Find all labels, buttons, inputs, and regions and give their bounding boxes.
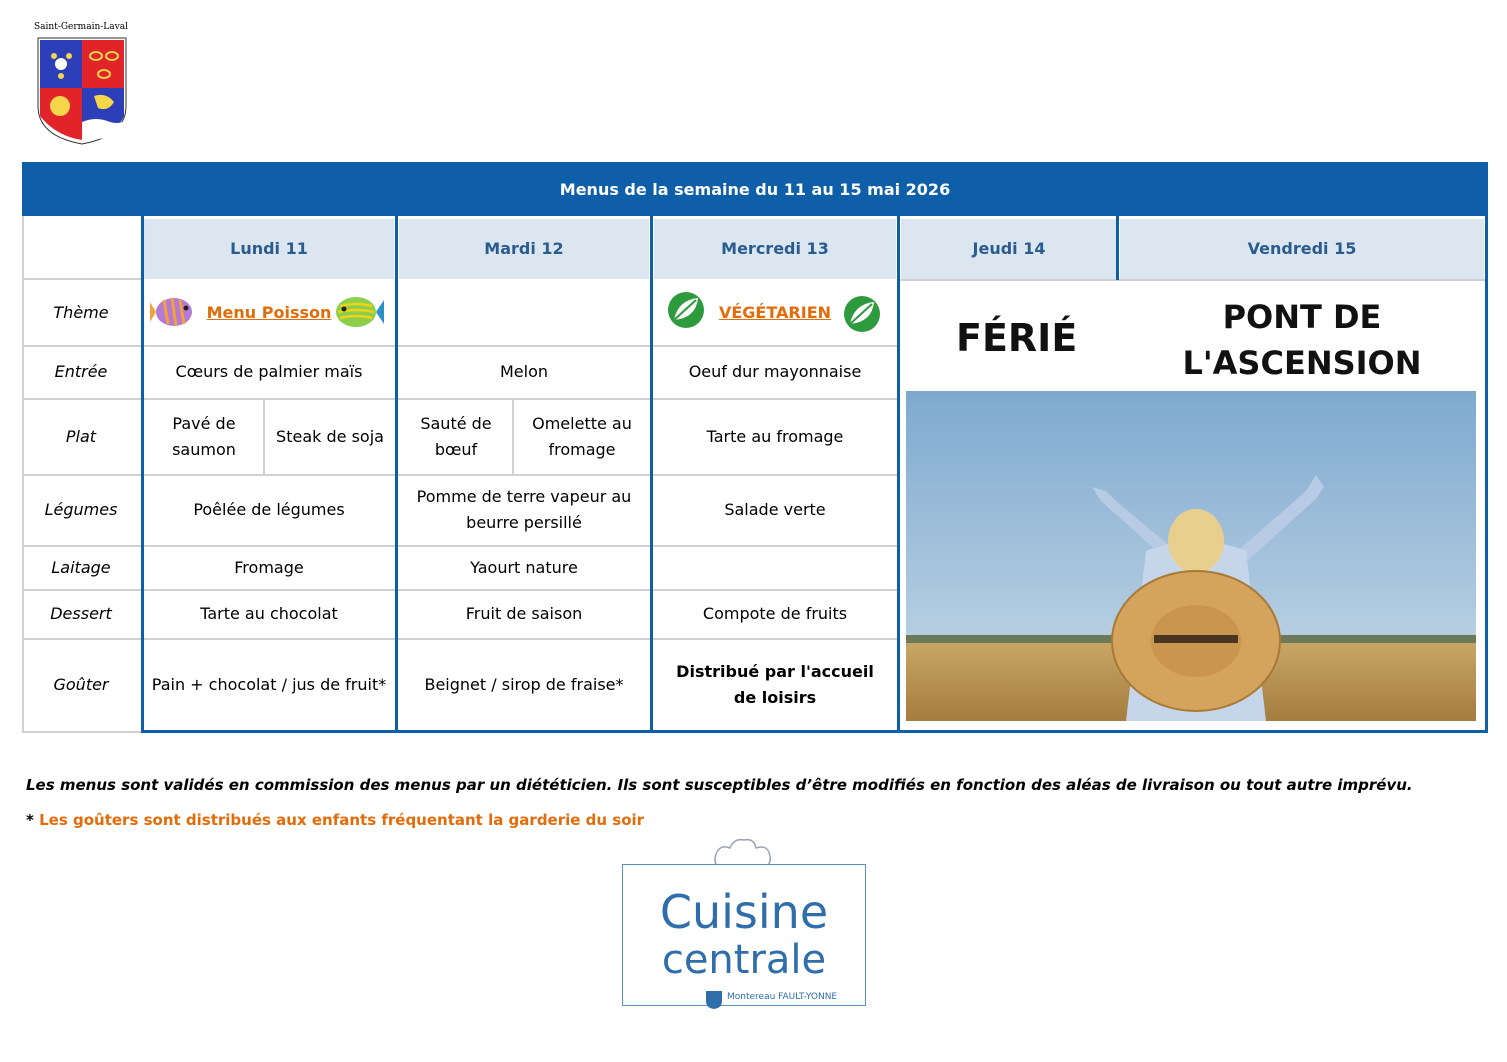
day-header-lundi: Lundi 11 [144, 219, 394, 279]
montereau-crest-icon [705, 990, 723, 1010]
column-border [897, 216, 900, 733]
mercredi-gouter: Distribué par l'accueil de loisirs [676, 662, 874, 707]
column-border [141, 216, 144, 733]
grid-line [899, 279, 1486, 281]
table-bottom-border [141, 730, 1488, 733]
lundi-plat-1: Pavé de saumon [172, 413, 236, 459]
day-header-mercredi: Mercredi 13 [654, 219, 896, 279]
lundi-laitage: Fromage [234, 557, 304, 577]
grid-line [22, 545, 899, 547]
lundi-theme-cell [144, 280, 394, 345]
mardi-entree: Melon [499, 362, 549, 381]
day-header-vendredi: Vendredi 15 [1120, 219, 1484, 279]
mercredi-legumes: Salade verte [724, 500, 826, 519]
row-label-gouter: Goûter [53, 675, 109, 694]
column-border [650, 216, 653, 733]
mardi-laitage: Yaourt nature [470, 557, 578, 577]
column-border [395, 216, 398, 733]
cuisine-centrale-logo [622, 864, 866, 1006]
fish-icon [332, 292, 384, 332]
row-label-theme: Thème [53, 302, 109, 322]
menu-table [22, 162, 1488, 733]
asterisk: * [26, 811, 34, 829]
town-name: Saint-Germain-Laval [34, 22, 128, 32]
gouter-note-text: Les goûters sont distribués aux enfants fréquentant la garderie du soir [39, 811, 645, 829]
grid-line [22, 278, 144, 280]
day-header-jeudi: Jeudi 14 [901, 219, 1117, 279]
row-label-legumes: Légumes [44, 500, 118, 519]
lundi-entree: Cœurs de palmier maïs [175, 362, 363, 381]
grid-line [22, 474, 899, 476]
mardi-plat-2: Omelette au fromage [532, 413, 632, 459]
disclaimer-note: Les menus sont validés en commission des menus par un diététicien. Ils sont susceptibles d’être modifiés en fonction des aléas de livraison ou tout autre imprévu. [26, 776, 1413, 794]
mardi-dessert: Fruit de saison [465, 604, 583, 623]
grid-line [22, 731, 144, 733]
mercredi-plat: Tarte au fromage [706, 426, 844, 446]
town-crest [28, 22, 138, 32]
row-label-dessert: Dessert [50, 604, 112, 623]
logo-sub-text: Montereau FAULT-YONNE [727, 992, 838, 1002]
theme-menu-poisson[interactable]: Menu Poisson [206, 302, 332, 322]
ferie-label: FÉRIÉ [956, 316, 1078, 360]
row-label-laitage: Laitage [51, 557, 111, 577]
grid-line [512, 399, 514, 474]
lundi-plat-2: Steak de soja [276, 426, 384, 446]
mercredi-entree: Oeuf dur mayonnaise [688, 362, 862, 381]
mardi-theme [399, 280, 649, 345]
mercredi-laitage [654, 546, 896, 589]
mardi-legumes: Pomme de terre vapeur au beurre persillé [416, 487, 632, 532]
lundi-legumes: Poêlée de légumes [193, 500, 345, 519]
logo-line-2: centrale [661, 937, 827, 983]
gouter-note [26, 811, 644, 829]
column-border [1116, 216, 1119, 280]
mardi-gouter: Beignet / sirop de fraise* [424, 675, 624, 694]
logo-line-1: Cuisine [659, 885, 829, 939]
leaf-icon [842, 294, 882, 334]
fish-icon [150, 292, 200, 332]
theme-vegetarien[interactable]: VÉGÉTARIEN [718, 302, 832, 322]
grid-line [22, 216, 24, 733]
grid-line [22, 589, 899, 591]
lundi-dessert: Tarte au chocolat [200, 604, 338, 623]
holiday-photo [906, 391, 1476, 721]
grid-line [22, 638, 899, 640]
coat-of-arms-icon [36, 36, 128, 146]
row-label-plat: Plat [65, 426, 97, 446]
column-border [1485, 216, 1488, 733]
day-header-mardi: Mardi 12 [399, 219, 649, 279]
mercredi-theme-cell [654, 280, 896, 345]
grid-line [22, 345, 899, 347]
table-title: Menus de la semaine du 11 au 15 mai 2026 [22, 162, 1488, 216]
pont-ascension-label: PONT DE L'ASCENSION [1182, 298, 1422, 382]
row-label-entree: Entrée [54, 362, 108, 381]
mercredi-dessert: Compote de fruits [702, 604, 848, 623]
grid-line [22, 398, 899, 400]
grid-line [263, 399, 265, 474]
mardi-plat-1: Sauté de bœuf [420, 413, 492, 459]
leaf-icon [666, 290, 706, 330]
lundi-gouter: Pain + chocolat / jus de fruit* [151, 675, 387, 694]
